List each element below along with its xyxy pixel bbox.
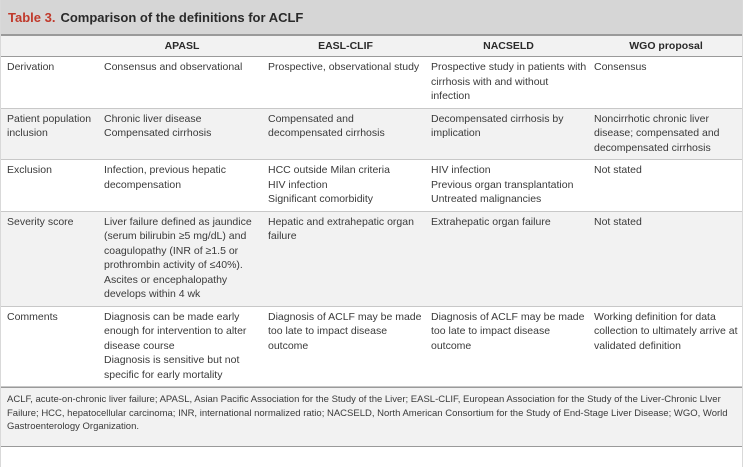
- row-label-line: Severity score: [7, 215, 74, 228]
- cell-line: too late to impact disease: [431, 325, 551, 337]
- table-cell: [427, 160, 590, 212]
- cell-line: decompensation: [104, 178, 182, 191]
- cell-line: Working definition for data: [594, 310, 716, 323]
- row-label-line: Exclusion: [7, 164, 52, 176]
- table-row: [1, 160, 742, 212]
- cell-line: outcome: [268, 339, 309, 352]
- row-label-line: inclusion: [7, 127, 48, 139]
- cell-line: outcome: [431, 339, 472, 352]
- header-cell-apasl: APASL: [100, 36, 264, 57]
- cell-line: Infection, previous hepatic: [104, 164, 226, 176]
- cell-line: Chronic liver disease: [104, 112, 202, 125]
- cell-line: Consensus: [594, 61, 647, 73]
- cell-line: Extrahepatic organ failure: [431, 215, 551, 228]
- cell-line: Not stated: [594, 215, 642, 228]
- header-cell-wgo: WGO proposal: [590, 36, 742, 57]
- row-label: [1, 211, 100, 306]
- cell-line: Consensus and observational: [104, 61, 243, 73]
- table-caption: [1, 0, 742, 36]
- header-cell-easl-clif: EASL-CLIF: [264, 36, 427, 57]
- cell-line: implication: [431, 127, 481, 139]
- row-label-line: Comments: [7, 310, 58, 323]
- cell-line: Diagnosis of ACLF may be made: [268, 310, 422, 323]
- table-cell: [100, 306, 264, 387]
- table-cell: [100, 108, 264, 160]
- cell-line: cirrhosis with and without: [431, 75, 549, 88]
- cell-line: Noncirrhotic chronic liver: [594, 112, 709, 125]
- cell-line: HIV infection: [431, 164, 491, 176]
- table-row: [1, 108, 742, 160]
- cell-line: disease course: [104, 339, 175, 352]
- row-label: [1, 306, 100, 387]
- table-cell: [264, 57, 427, 109]
- footnote-line: Gastroenterology Organization.: [7, 421, 140, 432]
- table-cell: [590, 57, 742, 109]
- cell-line: coagulopathy (INR of ≥1.5 or: [104, 244, 239, 257]
- table-cell: [590, 211, 742, 306]
- table-footnote: [1, 387, 742, 447]
- cell-line: Prospective, observational study: [268, 61, 420, 73]
- header-row: [1, 36, 742, 57]
- table-cell: [427, 57, 590, 109]
- table-title: Comparison of the definitions for ACLF: [60, 9, 304, 25]
- table-cell: [100, 57, 264, 109]
- table-row: [1, 211, 742, 306]
- cell-line: Diagnosis is sensitive but not: [104, 354, 240, 366]
- cell-line: Liver failure defined as jaundice: [104, 215, 252, 228]
- table-row: [1, 57, 742, 109]
- cell-line: prothrombin activity of ≤40%).: [104, 259, 243, 271]
- cell-line: Ascites or encephalopathy: [104, 273, 228, 286]
- row-label: [1, 108, 100, 160]
- cell-line: disease; compensated and: [594, 127, 720, 139]
- header-cell-nacseld: NACSELD: [427, 36, 590, 57]
- table-cell: [590, 306, 742, 387]
- cell-line: Previous organ transplantation: [431, 178, 574, 191]
- cell-line: decompensated cirrhosis: [268, 127, 385, 139]
- cell-line: (serum bilirubin ≥5 mg/dL) and: [104, 230, 247, 242]
- cell-line: Hepatic and extrahepatic organ: [268, 215, 414, 228]
- header-cell-empty: [1, 36, 100, 57]
- cell-line: develops within 4 wk: [104, 288, 201, 300]
- table-cell: [427, 306, 590, 387]
- cell-line: HCC outside Milan criteria: [268, 164, 390, 176]
- table-row: [1, 306, 742, 387]
- table-cell: [264, 108, 427, 160]
- cell-line: decompensated cirrhosis: [594, 141, 711, 154]
- row-label: [1, 57, 100, 109]
- cell-line: Not stated: [594, 164, 642, 176]
- table-cell: [264, 211, 427, 306]
- cell-line: too late to impact disease: [268, 325, 388, 337]
- footnote-line: ACLF, acute-on-chronic liver failure; APASL, Asian Pacific Association for the Study of the Liver; EASL-CLIF, European Association for the Study of the Liver-Chronic LIver: [7, 394, 721, 405]
- cell-line: infection: [431, 90, 471, 102]
- cell-line: Prospective study in patients with: [431, 61, 587, 73]
- cell-line: specific for early mortality: [104, 368, 223, 381]
- cell-line: Decompensated cirrhosis by: [431, 112, 564, 125]
- cell-line: HIV infection: [268, 178, 328, 191]
- cell-line: enough for intervention to alter: [104, 325, 247, 337]
- table-cell: [100, 211, 264, 306]
- cell-line: Diagnosis can be made early: [104, 310, 240, 323]
- cell-line: Untreated malignancies: [431, 193, 542, 205]
- row-label: [1, 160, 100, 212]
- table-number: Table 3.: [8, 9, 56, 25]
- row-label-line: Derivation: [7, 61, 55, 73]
- cell-line: Compensated cirrhosis: [104, 127, 212, 139]
- table-cell: [427, 108, 590, 160]
- cell-line: failure: [268, 230, 297, 242]
- table-cell: [100, 160, 264, 212]
- comparison-table: [1, 36, 742, 387]
- cell-line: validated definition: [594, 339, 681, 352]
- row-label-line: Patient population: [7, 112, 92, 125]
- table-cell: [427, 211, 590, 306]
- table-cell: [264, 306, 427, 387]
- table-cell: [590, 160, 742, 212]
- footnote-line: Failure; HCC, hepatocellular carcinoma; INR, international normalized ratio; NACSELD, North American Consortium for the Study of End-Stage Liver Disease; WGO, World: [7, 407, 728, 419]
- cell-line: Compensated and: [268, 112, 354, 125]
- cell-line: Significant comorbidity: [268, 193, 374, 205]
- cell-line: Diagnosis of ACLF may be made: [431, 310, 585, 323]
- table-cell: [590, 108, 742, 160]
- cell-line: collection to ultimately arrive at: [594, 325, 738, 337]
- table-cell: [264, 160, 427, 212]
